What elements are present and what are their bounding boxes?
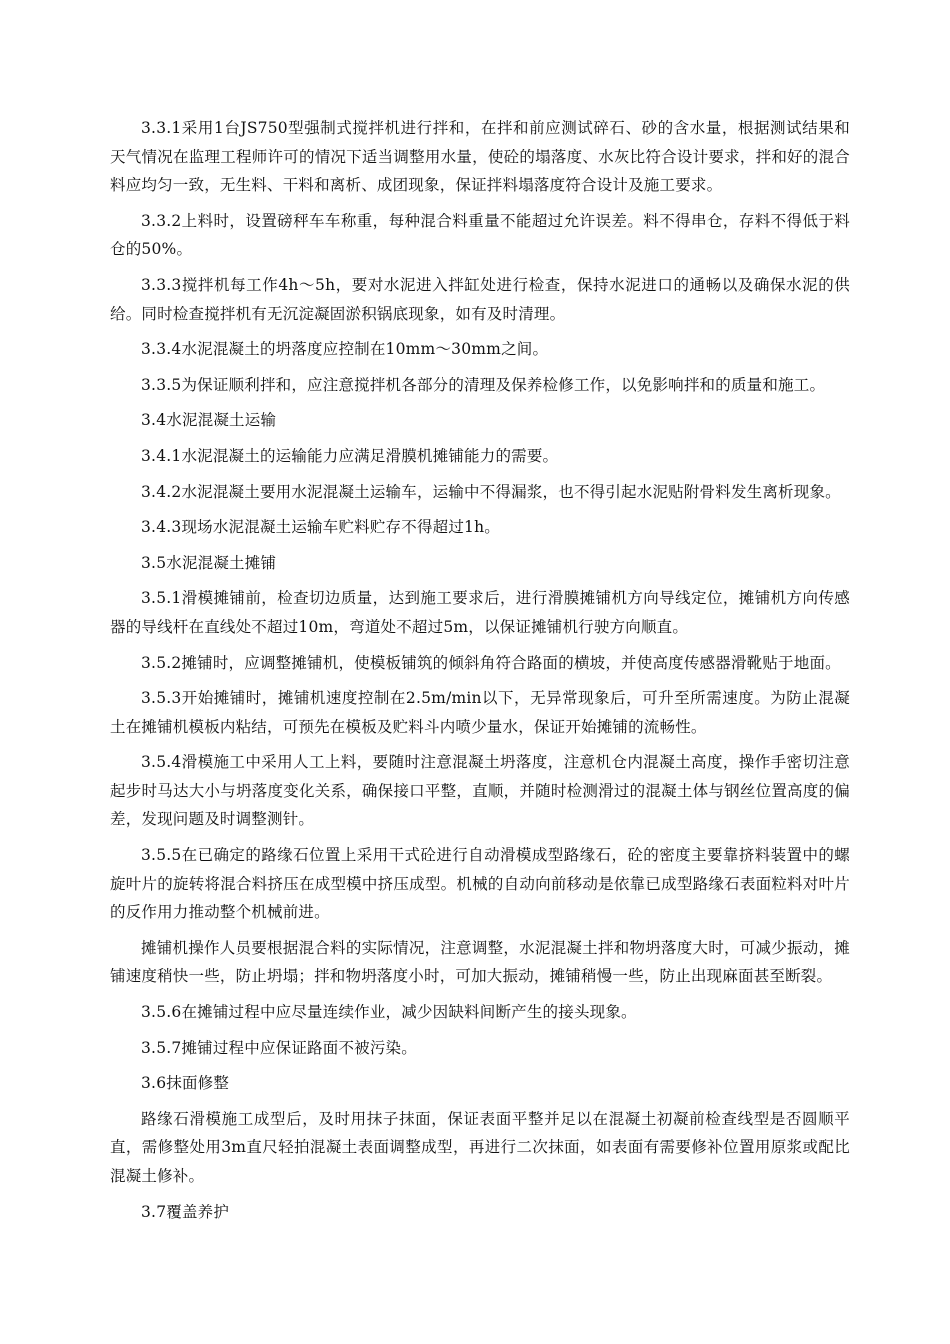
document-body [110,114,850,1233]
paragraph-3-5-6: 3.5.6在摊铺过程中应尽量连续作业，减少因缺料间断产生的接头现象。 [141,1003,637,1022]
paragraph-3-5-3: 3.5.3开始摊铺时，摊铺机速度控制在2.5m/min以下，无异常现象后，可升至所需速度。为防止混凝土在摊铺机模板内粘结，可预先在模板及贮料斗内喷少量水，保证开始摊铺的流畅性。 [110,689,850,736]
section-heading-3-6: 3.6抹面修整 [141,1074,230,1093]
paragraph-3-3-5: 3.3.5为保证顺利拌和，应注意搅拌机各部分的清理及保养检修工作，以免影响拌和的质量和施工。 [141,375,826,394]
section-heading-3-4: 3.4水泥混凝土运输 [141,411,277,430]
paragraph-surface-finishing: 路缘石滑模施工成型后，及时用抹子抹面，保证表面平整并足以在混凝土初凝前检查线型是否圆顺平直，需修整处用3m直尺轻拍混凝土表面调整成型，再进行二次抹面，如表面有需要修补位置用原浆或配比混凝土修补。 [110,1109,850,1185]
paragraph-3-3-3: 3.3.3搅拌机每工作4h～5h，要对水泥进入拌缸处进行检查，保持水泥进口的通畅以及确保水泥的供给。同时检查搅拌机有无沉淀凝固淤积锅底现象，如有及时清理。 [110,275,850,323]
paragraph-3-5-5: 3.5.5在已确定的路缘石位置上采用干式砼进行自动滑模成型路缘石，砼的密度主要靠挤料装置中的螺旋叶片的旋转将混合料挤压在成型模中挤压成型。机械的自动向前移动是依靠已成型路缘石表面粒料对叶片的反作用力推动整个机械前进。 [110,846,850,922]
paragraph-3-4-2: 3.4.2水泥混凝土要用水泥混凝土运输车，运输中不得漏浆，也不得引起水泥贴附骨料发生离析现象。 [141,482,841,501]
paragraph-3-5-7: 3.5.7摊铺过程中应保证路面不被污染。 [141,1038,417,1057]
paragraph-3-5-2: 3.5.2摊铺时，应调整摊铺机，使模板铺筑的倾斜角符合路面的横坡，并使高度传感器滑靴贴于地面。 [141,653,841,672]
paragraph-3-3-1: 3.3.1采用1台JS750型强制式搅拌机进行拌和，在拌和前应测试碎石、砂的含水量，根据测试结果和天气情况在监理工程师许可的情况下适当调整用水量，使砼的塌落度、水灰比符合设计要求，拌和好的混合料应均匀一致，无生料、干料和离析、成团现象，保证拌料塌落度符合设计及施工要求。 [110,119,850,195]
paragraph-3-4-3: 3.4.3现场水泥混凝土运输车贮料贮存不得超过1h。 [141,518,500,537]
paragraph-3-5-1: 3.5.1滑模摊铺前，检查切边质量，达到施工要求后，进行滑膜摊铺机方向导线定位，摊铺机方向传感器的导线杆在直线处不超过10m，弯道处不超过5m，以保证摊铺机行驶方向顺直。 [110,589,850,636]
paragraph-3-5-4: 3.5.4滑模施工中采用人工上料，要随时注意混凝土坍落度，注意机仓内混凝土高度，操作手密切注意起步时马达大小与坍落度变化关系，确保接口平整，直顺，并随时检测滑过的混凝土体与钢丝位置高度的偏差，发现问题及时调整测针。 [110,753,850,829]
paragraph-3-4-1: 3.4.1水泥混凝土的运输能力应满足滑膜机摊铺能力的需要。 [141,446,559,465]
section-heading-3-5: 3.5水泥混凝土摊铺 [141,553,277,572]
section-heading-3-7: 3.7覆盖养护 [141,1202,230,1221]
paragraph-paver-operation: 摊铺机操作人员要根据混合料的实际情况，注意调整，水泥混凝土拌和物坍落度大时，可减少振动，摊铺速度稍快一些，防止坍塌；拌和物坍落度小时，可加大振动，摊铺稍慢一些，防止出现麻面甚至断裂。 [110,938,850,986]
paragraph-3-3-2: 3.3.2上料时，设置磅秤车车称重，每种混合料重量不能超过允许误差。料不得串仓，存料不得低于料仓的50%。 [110,211,850,259]
paragraph-3-3-4: 3.3.4水泥混凝土的坍落度应控制在10mm～30mm之间。 [141,340,549,359]
